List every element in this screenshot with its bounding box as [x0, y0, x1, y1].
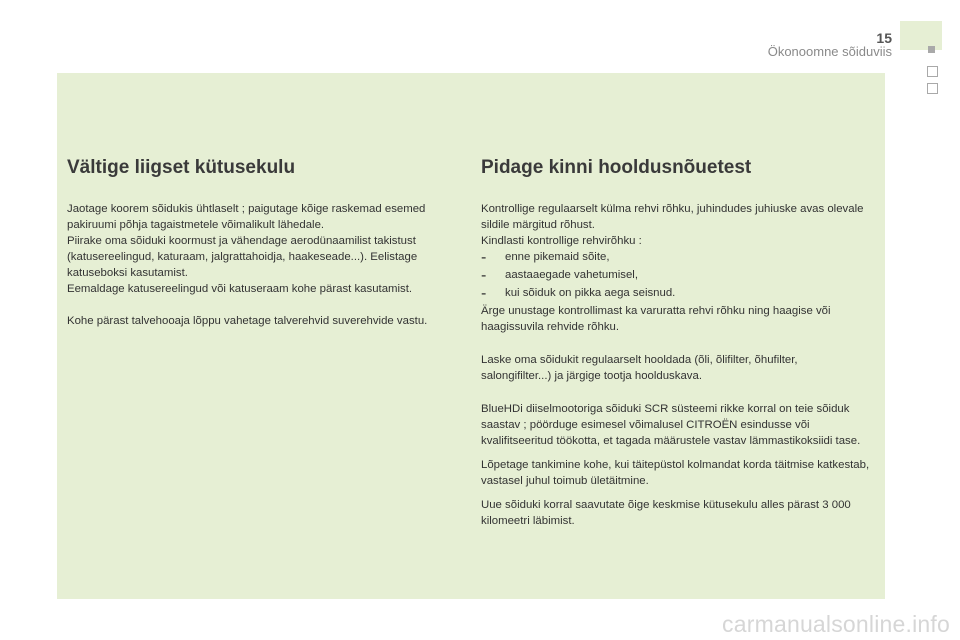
list-item-text: kui sõiduk on pikka aega seisnud.: [505, 287, 676, 299]
watermark: carmanualsonline.info: [722, 611, 950, 637]
list-item-text: aastaaegade vahetumisel,: [505, 269, 638, 281]
bullet-marker: -: [481, 285, 487, 302]
page-number: 15: [876, 30, 892, 46]
paragraph: Kindlasti kontrollige rehvirõhku :: [481, 235, 642, 247]
chapter-title: Ökonoomne sõiduviis: [767, 44, 892, 59]
paragraph: Ärge unustage kontrollimast ka varuratta rehvi rõhku ning haagise või haagissuvila rehvide rõhku.: [481, 305, 831, 333]
paragraph: Uue sõiduki korral saavutate õige keskmise kütusekulu alles pärast 3 000 kilomeetri läbimist.: [481, 499, 851, 527]
paragraph: Kohe pärast talvehooaja lõppu vahetage talverehvid suverehvide vastu.: [67, 315, 428, 327]
list-item-text: enne pikemaid sõite,: [505, 251, 610, 263]
chapter-marker-active: [928, 46, 935, 53]
bullet-marker: -: [481, 249, 487, 266]
bullet-marker: -: [481, 267, 487, 284]
paragraph: Piirake oma sõiduki koormust ja vähendage aerodünaamilist takistust (katusereelingud, katuraam, jalgrattahoidja, haakeseade...). Eelistage katuseboksi kasutamist.: [67, 235, 418, 279]
chapter-marker: [927, 66, 938, 77]
left-column: [67, 157, 467, 329]
chapter-marker: [927, 83, 938, 94]
paragraph: Laske oma sõidukit regulaarselt hooldada (õli, õlifilter, õhufilter, salongifilter...) ja järgige tootja hoolduskava.: [481, 354, 798, 382]
paragraph: BlueHDi diiselmootoriga sõiduki SCR süsteemi rikke korral on teie sõiduk saastav ; pöörduge esimesel võimalusel CITROËN esindusse või kvalifitseeritud töökotta, et tagada määrustele vastav lämmastikoksiidi tase.: [481, 403, 861, 447]
chapter-tab: [900, 21, 942, 50]
paragraph: Kontrollige regulaarselt külma rehvi rõhku, juhindudes juhiuske avas olevale sildile märgitud rõhust.: [481, 203, 864, 231]
list-item: [481, 267, 871, 285]
paragraph: Eemaldage katusereelingud või katuseraam kohe pärast kasutamist.: [67, 283, 413, 295]
right-column: [481, 157, 871, 529]
content-panel: [57, 73, 885, 599]
paragraph: Lõpetage tankimine kohe, kui täitepüstol kolmandat korda täitmise katkestab, vastasel juhul toimub ületäitmine.: [481, 459, 870, 487]
list-item: [481, 285, 871, 303]
paragraph: Jaotage koorem sõidukis ühtlaselt ; paigutage kõige raskemad esemed pakiruumi põhja tagaistmetele võimalikult lähedale.: [67, 203, 426, 231]
left-heading: Vältige liigset kütusekulu: [67, 157, 296, 178]
right-heading: Pidage kinni hooldusnõuetest: [481, 157, 752, 178]
list-item: [481, 249, 871, 267]
